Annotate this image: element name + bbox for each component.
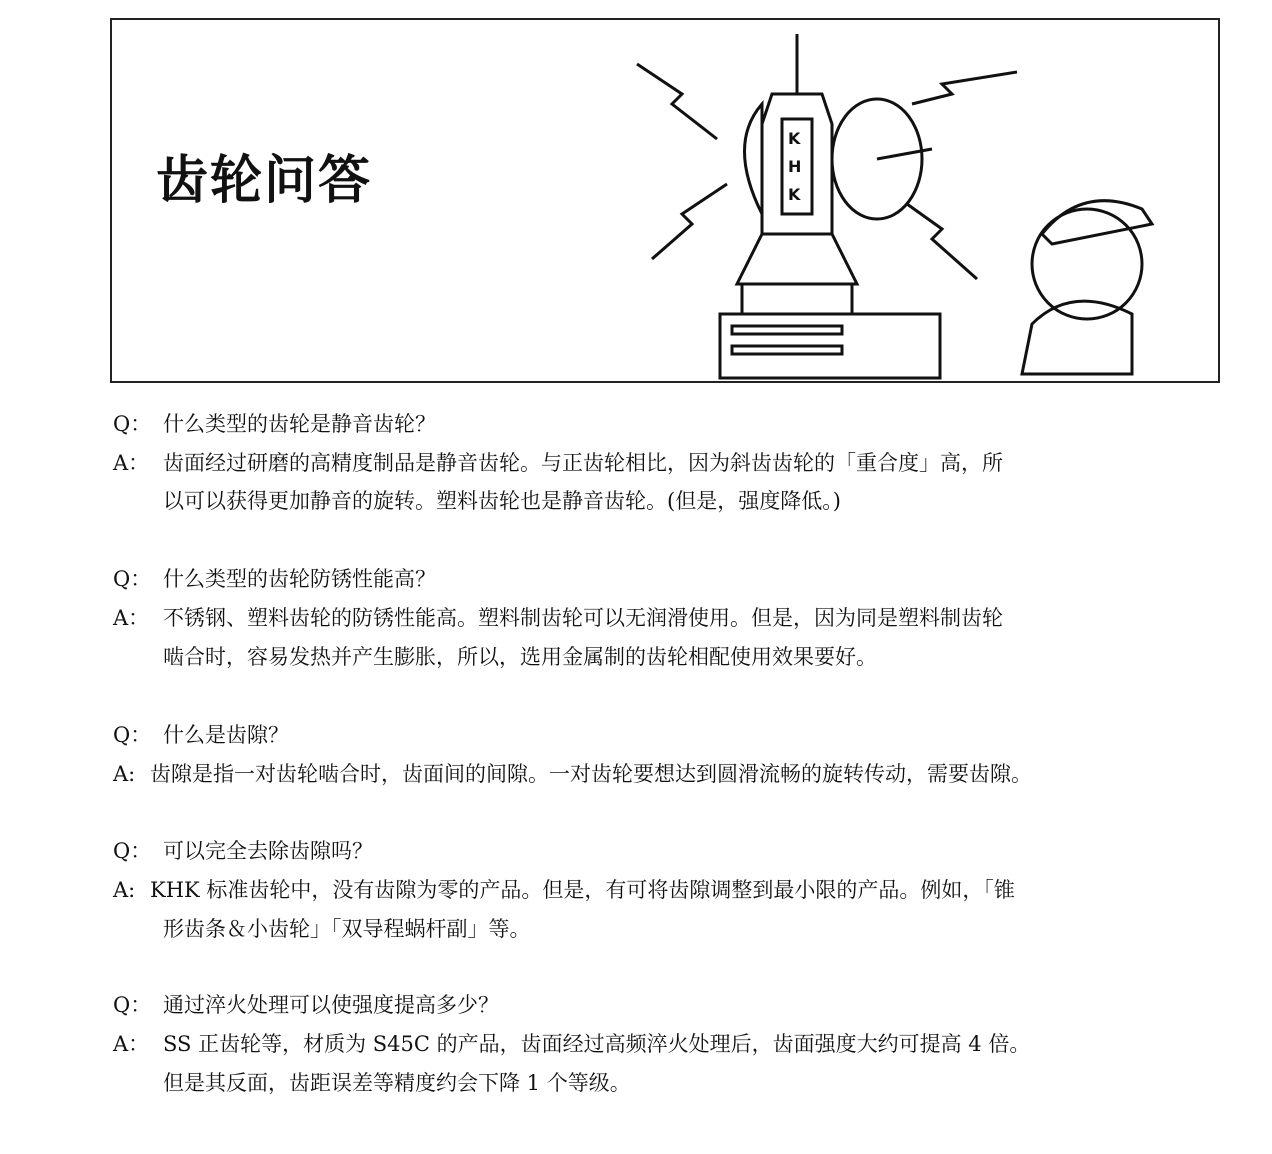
svg-text:K: K [788,185,801,204]
page-title: 齿轮问答 [156,151,373,211]
a-label: A： [113,451,150,475]
question-4 [113,838,373,864]
answer-4 [113,877,1015,903]
answer-text: 齿隙是指一对齿轮啮合时，齿面间的间隙。一对齿轮要想达到圆滑流畅的旋转传动，需要齿隙。 [150,762,1032,786]
a-label: A: [113,878,136,902]
answer-4-cont: 形齿条＆小齿轮」「双导程蜗杆副」等。 [163,917,531,941]
svg-text:K: K [788,129,801,148]
answer-3 [113,761,1032,787]
q-label: Q： [113,723,152,747]
svg-text:H: H [788,157,802,176]
a-label: A： [113,606,150,630]
answer-5 [113,1031,1030,1057]
answer-1 [113,450,1003,476]
q-label: Q： [113,839,152,863]
question-1 [113,411,436,437]
a-label: A： [113,1032,150,1056]
header-banner [110,18,1220,383]
a-label: A: [113,762,136,786]
question-text: 可以完全去除齿隙吗？ [163,839,373,863]
q-label: Q： [113,993,152,1017]
question-2 [113,566,436,592]
q-label: Q： [113,412,152,436]
question-5 [113,992,499,1018]
answer-2 [113,605,1003,631]
question-text: 什么是齿隙？ [163,723,289,747]
answer-2-cont: 啮合时，容易发热并产生膨胀，所以，选用金属制的齿轮相配使用效果要好。 [163,645,877,669]
answer-text: KHK 标准齿轮中，没有齿隙为零的产品。但是，有可将齿隙调整到最小限的产品。例如，「锥 [150,878,1015,902]
answer-text: 不锈钢、塑料齿轮的防锈性能高。塑料制齿轮可以无润滑使用。但是，因为同是塑料制齿轮 [163,606,1003,630]
question-text: 什么类型的齿轮防锈性能高？ [163,567,436,591]
answer-text: 齿面经过研磨的高精度制品是静音齿轮。与正齿轮相比，因为斜齿齿轮的「重合度」高，所 [163,451,1003,475]
question-text: 什么类型的齿轮是静音齿轮？ [163,412,436,436]
question-text: 通过淬火处理可以使强度提高多少？ [163,993,499,1017]
question-3 [113,722,289,748]
answer-text: SS 正齿轮等，材质为 S45C 的产品，齿面经过高频淬火处理后，齿面强度大约可提高 4 倍。 [163,1032,1031,1056]
answer-1-cont: 以可以获得更加静音的旋转。塑料齿轮也是静音齿轮。(但是，强度降低。) [163,489,841,513]
q-label: Q： [113,567,152,591]
answer-5-cont: 但是其反面，齿距误差等精度约会下降 1 个等级。 [163,1071,631,1095]
radio-tower-illustration [632,24,1212,380]
